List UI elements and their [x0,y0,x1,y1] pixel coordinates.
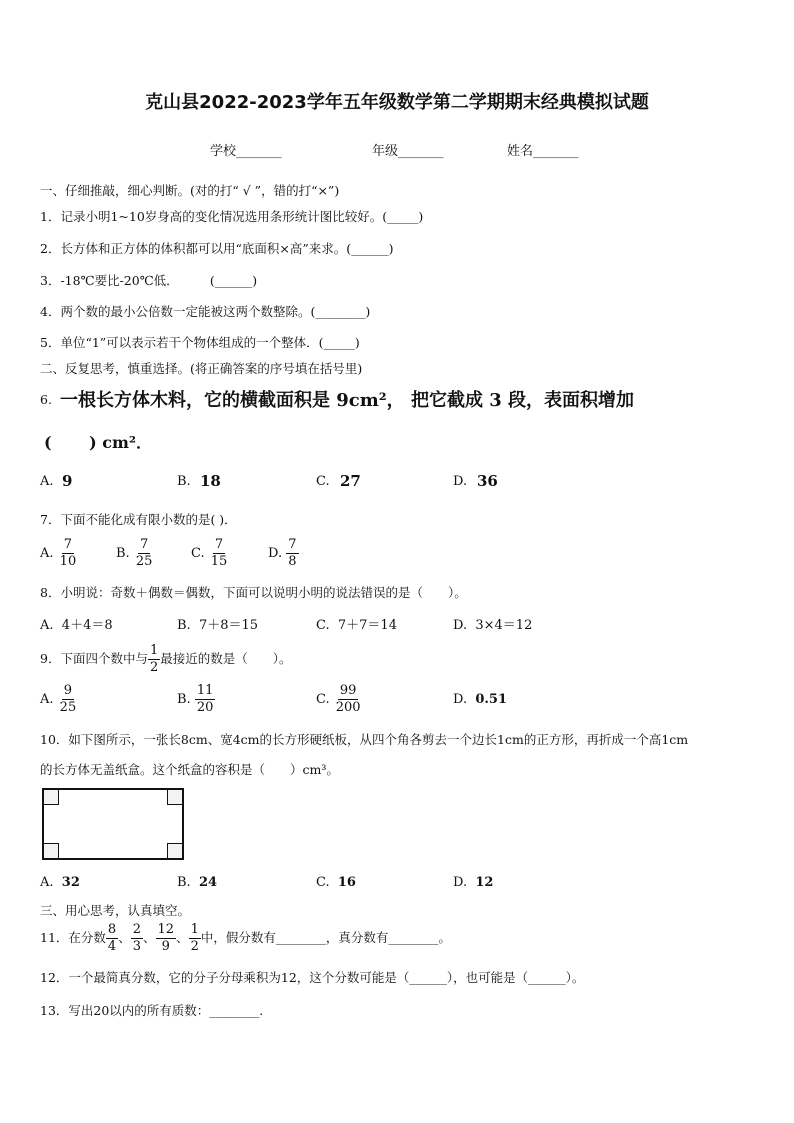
grade-field: 年级_______ [372,144,444,159]
q6-option-d-label: D. [453,474,468,489]
section-3-heading: 三、用心思考，认真填空。 [40,903,191,918]
q6-option-b-label: B. [177,474,191,489]
q7-option-d: D. $\frac{7}{8}$ [268,537,297,569]
page-title: 克山县2022-2023学年五年级数学第二学期期末经典模拟试题 [145,92,649,113]
q7-option-c: C. $\frac{7}{15}$ [191,537,228,569]
q10-option-c: C. 16 [316,875,356,890]
question-13: 13．写出20以内的所有质数：________. [40,1003,264,1018]
corner-square-top-left [43,789,59,805]
q6-option-a: 9 [62,472,73,490]
section-1-heading: 一、仔细推敲，细心判断。(对的打“ √ ”，错的打“×”) [40,183,340,198]
q6-option-b: 18 [200,472,221,490]
q9-option-a: A. $\frac{9}{25}$ [40,683,77,715]
school-field: 学校_______ [210,144,282,159]
corner-square-top-right [167,789,183,805]
question-8: 8．小明说：奇数＋偶数＝偶数，下面可以说明小明的说法错误的是（ ）。 [40,585,467,600]
question-6-text: 一根长方体木料，它的横截面积是 9cm²， 把它截成 3 段，表面积增加 [60,390,635,411]
q8-option-d: D. 3×4＝12 [453,618,533,633]
q8-option-a: A. 4＋4＝8 [40,618,113,633]
question-4: 4．两个数的最小公倍数一定能被这两个数整除。(________) [40,304,371,319]
question-2: 2．长方体和正方体的体积都可以用“底面积×高”来求。(______) [40,241,394,256]
question-9: 9．下面四个数中与 $\frac{1}{2}$ 最接近的数是（ ）。 [40,643,292,675]
question-12: 12．一个最简真分数，它的分子分母乘积为12，这个分数可能是（______），也可能是（______）。 [40,970,585,985]
q6-option-d: 36 [477,472,498,490]
q6-option-c-label: C. [316,474,330,489]
question-7: 7．下面不能化成有限小数的是( )． [40,512,237,527]
q8-option-c: C. 7＋7＝14 [316,618,397,633]
question-11: 11．在分数 $\frac{8}{4}$ 、 $\frac{2}{3}$ 、 $\frac{12}{9}$ 、 $\frac{1}{2}$ 中，假分数有________，真分数有________。 [40,922,451,954]
q8-option-b: B. 7＋8＝15 [177,618,259,633]
cardboard-figure [42,788,184,860]
q9-option-d: D. 0.51 [453,692,508,707]
question-3: 3．-18℃要比-20℃低． (______) [40,273,258,288]
question-6-number: 6. [40,392,52,407]
q10-option-a: A. 32 [40,875,80,890]
question-10-line2: 的长方体无盖纸盒。这个纸盒的容积是（ ）cm³。 [40,762,339,777]
question-1: 1．记录小明1~10岁身高的变化情况选用条形统计图比较好。(_____) [40,209,424,224]
q10-option-d: D. 12 [453,875,494,890]
q7-option-a: A. $\frac{7}{10}$ [40,537,77,569]
q10-option-b: B. 24 [177,875,218,890]
question-5: 5．单位“1”可以表示若干个物体组成的一个整体．(_____) [40,335,360,350]
q6-option-a-label: A. [40,474,54,489]
q6-option-c: 27 [340,472,361,490]
section-2-heading: 二、反复思考，慎重选择。(将正确答案的序号填在括号里) [40,361,363,376]
corner-square-bottom-left [43,843,59,859]
question-6-text-cont: ( ) cm²． [44,433,152,452]
question-10-line1: 10．如下图所示，一张长8cm、宽4cm的长方形硬纸板，从四个角各剪去一个边长1cm的正方形，再折成一个高1cm [40,732,689,747]
q7-option-b: B. $\frac{7}{25}$ [116,537,153,569]
name-field: 姓名_______ [507,144,579,159]
corner-square-bottom-right [167,843,183,859]
q9-option-c: C. $\frac{99}{200}$ [316,683,361,715]
q9-option-b: B. $\frac{11}{20}$ [177,683,214,715]
